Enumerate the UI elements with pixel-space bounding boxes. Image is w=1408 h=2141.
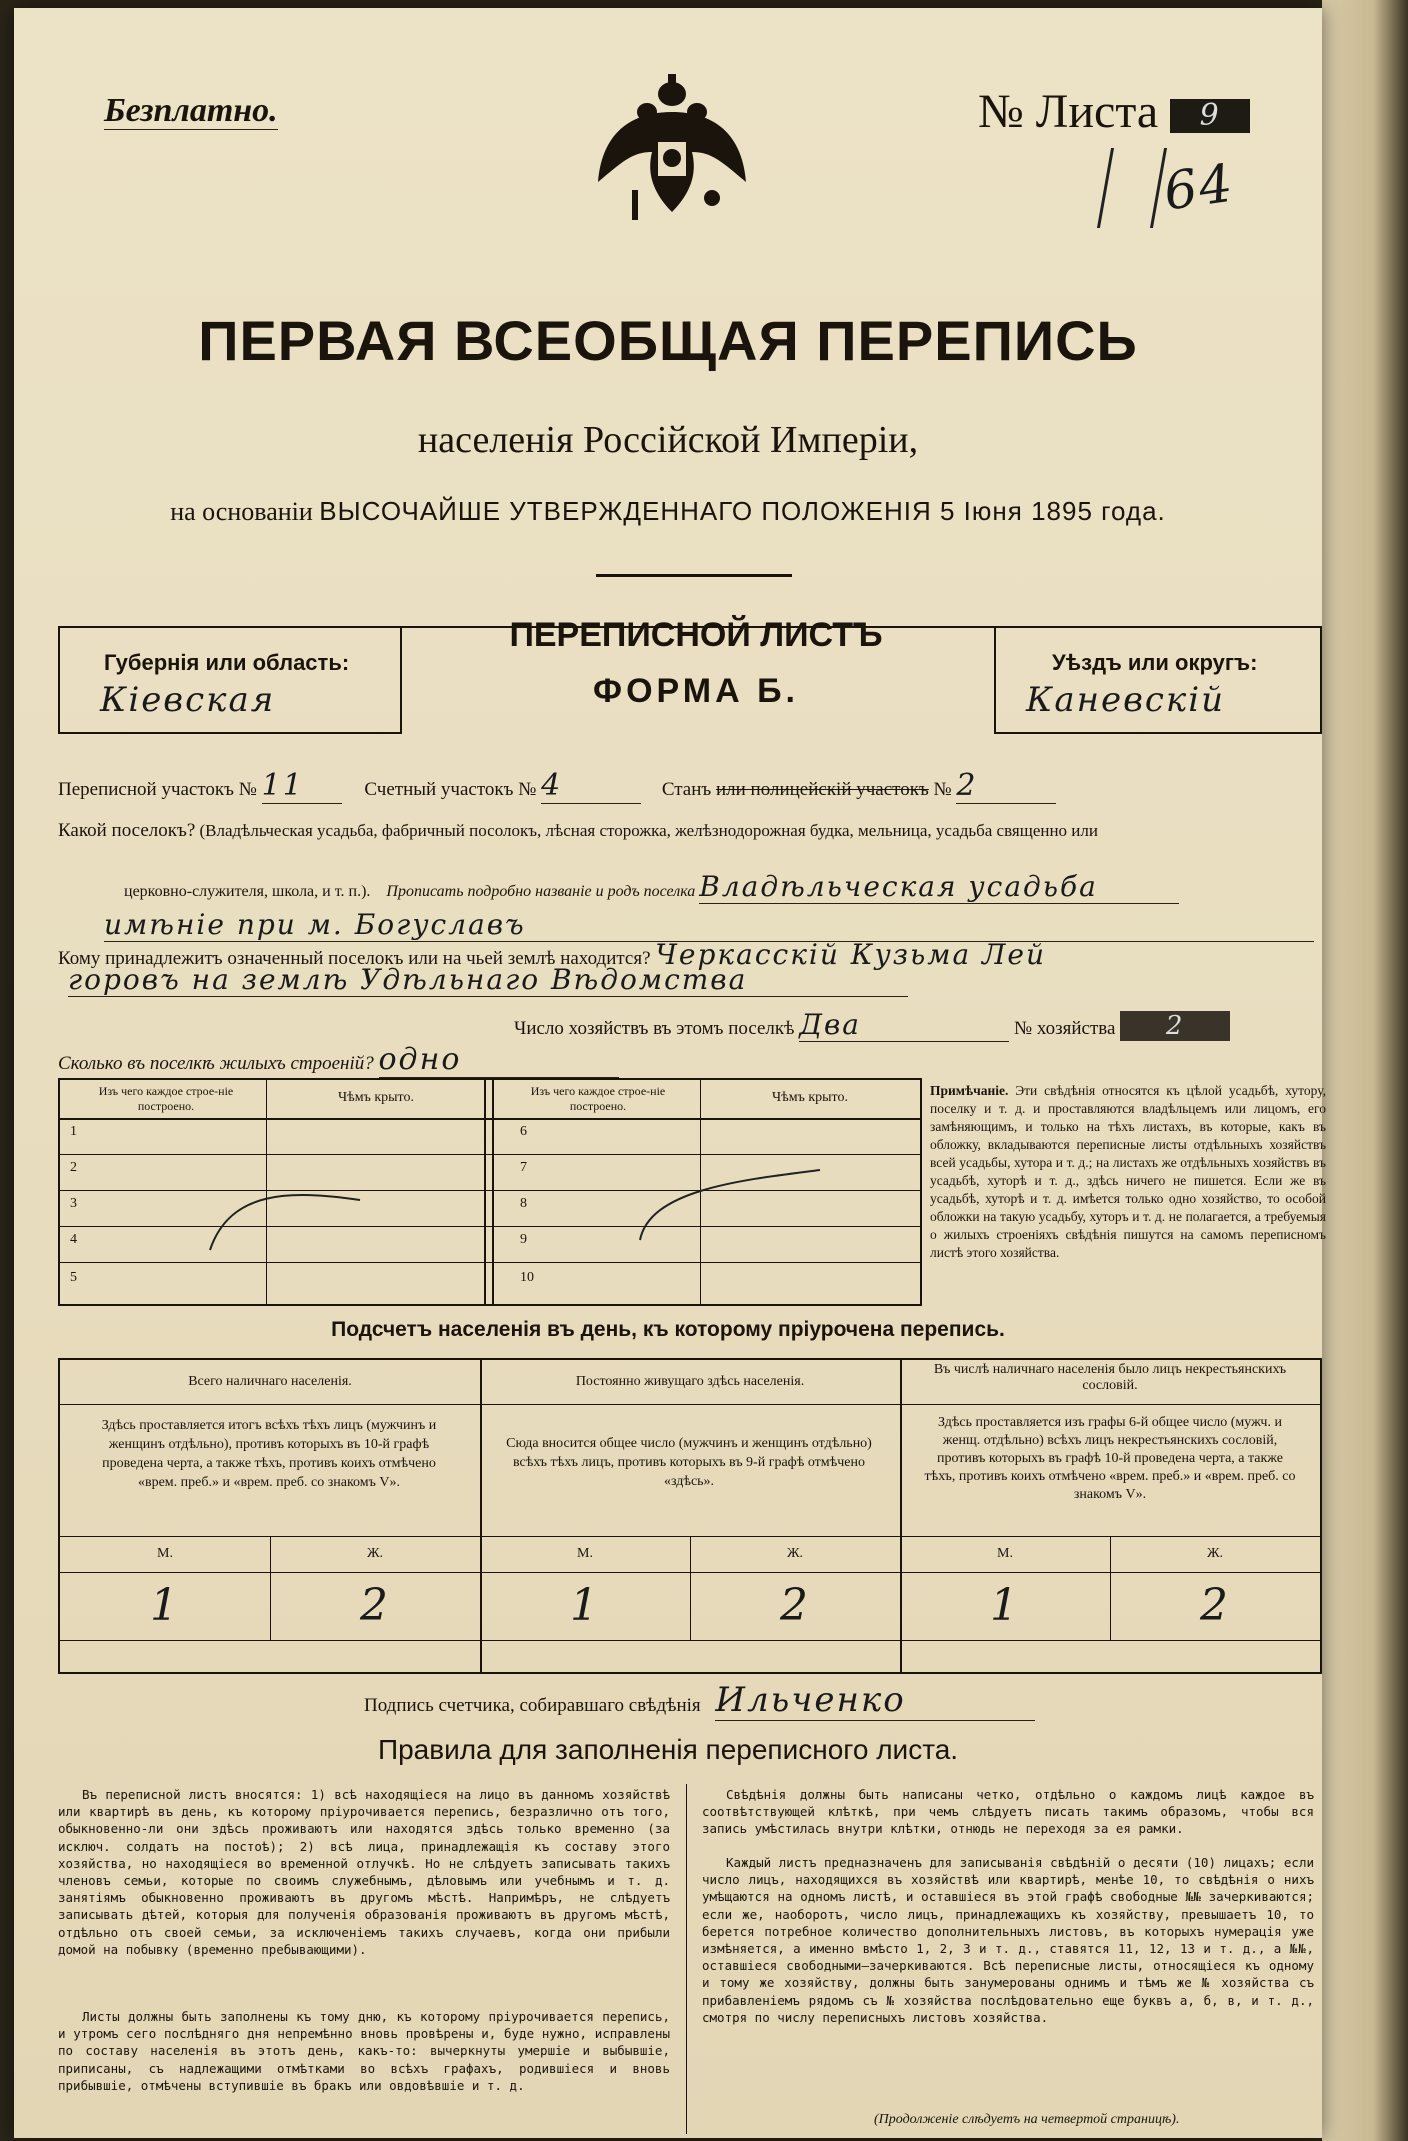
row-number: 7 — [520, 1160, 527, 1175]
settlement-value: Владѣльческая усадьба — [699, 870, 1179, 904]
form-name: ПЕРЕПИСНОЙ ЛИСТЪ — [509, 616, 883, 654]
households-value: Два — [799, 1008, 1009, 1042]
district-box — [994, 626, 1322, 734]
settlement-line: Какой поселокъ? (Владѣльческая усадьба, фабричный посолокъ, лѣсная сторожка, желѣзнодорожная будка, мельница, усадьба священно или — [58, 820, 1098, 841]
row-number: 1 — [70, 1124, 77, 1139]
male-label: М. — [997, 1546, 1013, 1561]
row-number: 9 — [520, 1232, 527, 1247]
subtitle: населенія Россійской Имперіи, — [417, 419, 919, 461]
rules-right: Свѣдѣнія должны быть написаны четко, отдѣльно о каждомъ лицѣ каждое въ соотвѣтствующей клѣткѣ, при чемъ слѣдуетъ писать такимъ образомъ, чтобы вся запись умѣстилась внутри клѣтки, отнюдь не переходя за ея рамки. — [702, 1787, 1314, 1837]
census-area-line: Переписной участокъ № 11 Счетный участокъ № 4 Станъ или полицейскій участокъ № 2 — [58, 768, 1318, 804]
settlement-hint-line: церковно-служителя, школа, и т. п.). Прописать подробно названіе и родъ поселка Владѣльческая усадьба — [124, 870, 1324, 904]
main-title: ПЕРВАЯ ВСЕОБЩАЯ ПЕРЕПИСЬ — [198, 309, 1138, 372]
male-label: М. — [577, 1546, 593, 1561]
rules-left: Въ переписной листъ вносятся: 1) всѣ находящіеся на лицо въ данномъ хозяйствѣ или квартирѣ въ день, къ которому пріурочивается перепись, безразлично отъ того, обыкновенно-ли они здѣсь проживаютъ или находятся здѣсь только временно (за исключ. солдатъ на постоѣ); 2) всѣ лица, принадлежащія къ составу этого хозяйства, но находящіеся во временной отлучкѣ. Но не слѣдуетъ записывать такихъ членовъ семьи, которые по своимъ служебнымъ, дѣловымъ или учебнымъ и т. д. занятіямъ обыкновенно проживаютъ въ другомъ мѣстѣ. Напримѣръ, не слѣдуетъ записывать дѣтей, которыя для полученія образованія проживаютъ въ другомъ мѣстѣ, отдѣльно отъ своей семьи, за исключеніемъ такихъ случаевъ, когда они прибыли домой на побывку (временно пребывающими). — [58, 1787, 670, 1957]
settlement-value-cont: имѣніе при м. Богуславъ — [104, 908, 1314, 942]
col-nonpeasant-text: Здѣсь проставляется изъ графы 6-й общее число (мужч. и женщ. отдѣльно) всѣхъ лицъ некрестьянскихъ сословій, противъ которыхъ въ графѣ 10-й проведена черта, а также тѣхъ, противъ коихъ отмѣчено «врем. преб.» и «врем. преб. со знакомъ V». — [924, 1415, 1296, 1502]
nonpeasant-female-value: 2 — [1200, 1580, 1230, 1631]
col-roof-left: Чѣмъ крыто. — [338, 1090, 414, 1105]
population-table — [58, 1358, 1322, 1674]
province-label: Губернія или область: — [104, 650, 350, 675]
sheet-number: № Листа 9 — [978, 84, 1250, 139]
note-text: Эти свѣдѣнія относятся къ цѣлой усадьбѣ, хутору, поселку и т. д. и проставляются владѣльцемъ или лицомъ, его замѣняющимъ, и только на тѣхъ листахъ, въ которые, какъ въ обложку, вкладываются переписные листы отдѣльныхъ хозяйствъ всей усадьбы, хутора и т. д.; на листахъ же отдѣльныхъ хозяйствъ въ усадьбѣ, хуторѣ и т. д., здѣсь ничего не пишется. Если же въ усадьбѣ, хуторѣ и т. д. имѣется только одно хозяйство, то особой обложки на такую усадьбу, хуторъ и т. д. не полагается, а требуемыя о жилыхъ строеніяхъ свѣдѣнія пишутся на самомъ переписномъ листѣ этого хозяйства. — [930, 1083, 1326, 1260]
col-resident-text: Сюда вносится общее число (мужчинъ и женщинъ отдѣльно) всѣхъ тѣхъ лицъ, противъ которыхъ въ 9-й графѣ отмѣчено «здѣсь». — [506, 1436, 872, 1489]
census-sheet — [14, 8, 1326, 2138]
signature-line: Подпись счетчика, собиравшаго свѣдѣнія Ильченко — [364, 1680, 1035, 1721]
col-total-title: Всего наличнаго населенія. — [188, 1374, 352, 1389]
rules-left-2: Листы должны быть заполнены къ тому дню, къ которому пріурочивается перепись, и утромъ сего послѣдняго дня непремѣнно вновь провѣрены и, буде нужно, исправлены по составу населенія въ этотъ день, какъ-то: вычеркнуты умершіе и выбывшіе, приписаны, съ надлежащими отмѣтками во всѣхъ графахъ, родившіеся и вновь прибывшіе, отмѣчены вступившіе въ бракъ или овдовѣвшіе и т. д. — [58, 2009, 670, 2093]
household-no-value: 2 — [1120, 1011, 1230, 1041]
owner-value: Черкасскій Кузьма Лей — [655, 938, 1047, 971]
district-label: Уѣздъ или округъ: — [1052, 650, 1258, 675]
page-edge — [1322, 0, 1408, 2141]
households-line: Число хозяйствъ въ этомъ поселкѣ Два № хозяйства 2 — [514, 1008, 1334, 1042]
resident-female-value: 2 — [780, 1580, 810, 1631]
col-nonpeasant-title: Въ числѣ наличнаго населенія было лицъ некрестьянскихъ сословій. — [933, 1362, 1287, 1393]
rules-heading: Правила для заполненія переписного листа. — [377, 1734, 959, 1765]
corner-annotation: 64 — [1160, 153, 1239, 223]
note — [930, 1082, 1326, 1262]
col-material-right: Изъ чего каждое строе-ніе построено. — [530, 1084, 666, 1113]
stan-value: 2 — [956, 768, 1056, 804]
district-value: Каневскій — [1026, 680, 1226, 720]
coat-of-arms-icon — [592, 72, 752, 222]
row-number: 10 — [520, 1270, 534, 1285]
rules-divider — [686, 1784, 687, 2134]
corner-scribble-icon — [1097, 148, 1167, 228]
buildings-value: одно — [379, 1042, 619, 1078]
female-label: Ж. — [1206, 1546, 1224, 1561]
buildings-table — [58, 1078, 922, 1306]
female-label: Ж. — [786, 1546, 804, 1561]
basis-line: на основаніи ВЫСОЧАЙШЕ УТВЕРЖДЕННАГО ПОЛОЖЕНІЯ 5 Іюня 1895 года. — [170, 496, 1166, 526]
male-label: М. — [157, 1546, 173, 1561]
row-number: 3 — [70, 1196, 77, 1211]
owner-line: Кому принадлежитъ означенный поселокъ или на чьей землѣ находится? Черкасскій Кузьма Лей — [58, 938, 1047, 971]
province-box — [58, 626, 402, 734]
col-material-left: Изъ чего каждое строе-ніе построено. — [98, 1084, 234, 1113]
population-heading: Подсчетъ населенія въ день, къ которому пріурочена перепись. — [331, 1318, 1005, 1341]
rules-right-2: Каждый листъ предназначенъ для записыванія свѣдѣній о десяти (10) лицахъ; если число лицъ, находящихся въ хозяйствѣ или квартирѣ, менѣе 10, то свѣдѣнія о нихъ умѣщаются на одномъ листѣ, и оставшіеся въ этой графѣ свободные №№ зачеркиваются; если же, наоборотъ, число лицъ, принадлежащихъ къ хозяйству, превышаетъ 10, то берется потребное количество дополнительныхъ листовъ, въ которыхъ нумерація уже измѣняется, а именно вмѣсто 1, 2, 3 и т. д., ставятся 11, 12, 13 и т. д., а №№, оставшіеся свободными—зачеркиваются. Всѣ переписные листы, относящіеся къ одному и тому же хозяйству, должны быть занумерованы однимъ и тѣмъ же № хозяйства съ прибавленіемъ рядомъ съ № хозяйства послѣдовательно еще буквъ а, б, в, и т. д., смотря по числу переписныхъ листовъ хозяйства. — [702, 1855, 1314, 2025]
row-number: 8 — [520, 1196, 527, 1211]
province-value: Кіевская — [100, 680, 276, 720]
strike-through-icon — [60, 1080, 920, 1304]
form-variant: ФОРМА Б. — [593, 672, 799, 710]
col-total-text: Здѣсь проставляется итогъ всѣхъ тѣхъ лицъ (мужчинъ и женщинъ отдѣльно), противъ которыхъ въ 10-й графѣ проведена черта, а также тѣхъ, противъ коихъ отмѣчено «врем. преб.» и «врем. преб. со знакомъ V». — [101, 1418, 437, 1490]
row-number: 2 — [70, 1160, 77, 1175]
row-number: 4 — [70, 1232, 77, 1247]
census-area-value: 11 — [262, 768, 342, 804]
divider — [596, 574, 792, 577]
count-area-value: 4 — [541, 768, 641, 804]
resident-male-value: 1 — [570, 1580, 600, 1631]
owner-value-cont: горовъ на землѣ Удѣльнаго Вѣдомства — [68, 963, 908, 997]
buildings-line: Сколько въ поселкѣ жилыхъ строеній? одно — [58, 1042, 858, 1078]
signature-value: Ильченко — [715, 1680, 1035, 1721]
row-number: 6 — [520, 1124, 527, 1139]
row-number: 5 — [70, 1270, 77, 1285]
nonpeasant-male-value: 1 — [990, 1580, 1020, 1631]
col-resident-title: Постоянно живущаго здѣсь населенія. — [575, 1374, 805, 1389]
col-roof-right: Чѣмъ крыто. — [772, 1090, 848, 1105]
total-female-value: 2 — [360, 1580, 390, 1631]
continued-note: (Продолженіе слѣдуетъ на четвертой страницѣ). — [874, 2112, 1180, 2127]
free-label: Безплатно. — [104, 92, 278, 129]
total-male-value: 1 — [150, 1580, 180, 1631]
note-lead: Примѣчаніе. — [930, 1083, 1009, 1098]
female-label: Ж. — [366, 1546, 384, 1561]
